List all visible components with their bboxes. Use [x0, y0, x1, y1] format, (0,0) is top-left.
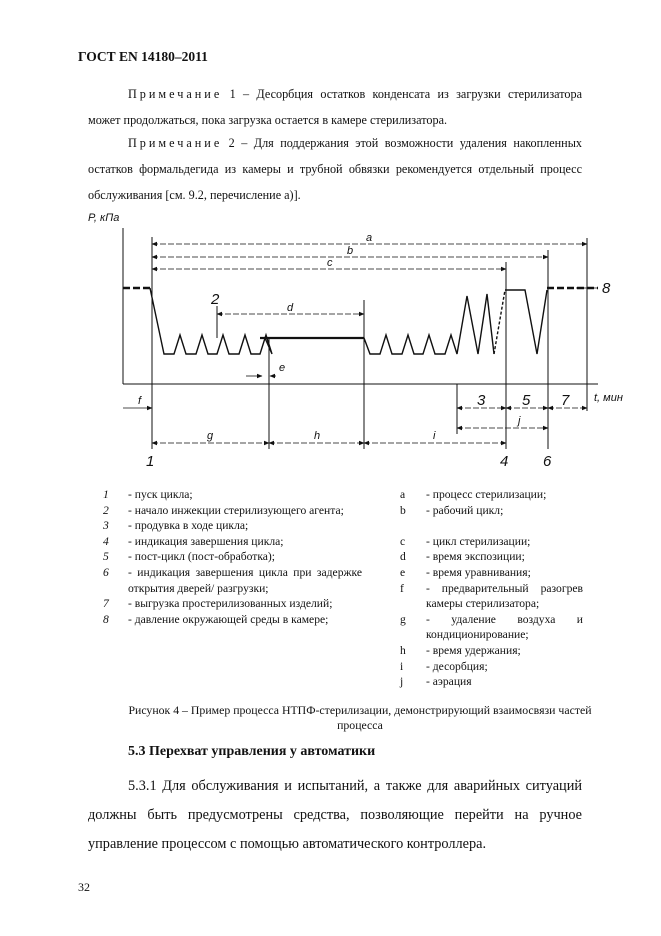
legend-key: 3 — [103, 519, 109, 533]
legend-text: - время удержания; — [426, 643, 521, 657]
note-2-text: 2 – Для поддержания этой возможности удаления накопленных остатков формальдегида из камеры и трубной обвязки рекомендуется отдельный процесс обслуживания [см. 9.2, перечисление а)]. — [88, 136, 582, 202]
legend-key: g — [400, 612, 406, 626]
label-8: 8 — [602, 280, 611, 297]
legend-text: - давление окружающей среды в камере; — [128, 612, 329, 626]
legend-key: 4 — [103, 534, 109, 548]
legend-text: - удаление воздуха и кондиционирование; — [426, 612, 583, 642]
legend-key: 1 — [103, 488, 109, 501]
pressure-curve — [150, 288, 494, 354]
legend-key: 2 — [103, 503, 109, 517]
legend-text: - индикация завершения цикла при задержке открытия дверей/ разгрузки; — [128, 565, 362, 595]
legend-text: - цикл стерилизации; — [426, 534, 531, 548]
legend-key: 8 — [103, 612, 109, 626]
legend-item — [100, 503, 362, 519]
legend-item — [398, 503, 583, 519]
process-diagram — [0, 205, 661, 480]
legend-item — [100, 518, 362, 534]
legend-key: j — [400, 675, 404, 689]
legend-text: - продувка в ходе цикла; — [128, 519, 249, 533]
legend-letters — [398, 487, 583, 690]
legend-key: 7 — [103, 597, 109, 611]
note-2-label: Примечание — [128, 136, 223, 150]
label-g: g — [207, 430, 214, 442]
legend-key: e — [400, 565, 406, 579]
legend-text: - предварительный разогрев камеры стерилизатора; — [426, 581, 583, 611]
label-6: 6 — [543, 453, 552, 470]
legend-key: h — [400, 643, 406, 657]
legend-item — [398, 643, 583, 659]
section-title: 5.3 Перехват управления у автоматики — [128, 744, 376, 759]
note-1-label: Примечание — [128, 87, 223, 101]
legend-text: - аэрация — [426, 675, 472, 689]
legend-text: - пост-цикл (пост-обработка); — [128, 550, 276, 564]
legend-item — [398, 549, 583, 565]
label-h: h — [314, 430, 321, 442]
x-axis-label: t, мин — [594, 392, 623, 404]
legend-text: - индикация завершения цикла; — [128, 534, 284, 548]
legend-key: a — [400, 488, 406, 501]
label-j: j — [518, 415, 521, 427]
legend-key: i — [400, 659, 404, 673]
legend-item — [398, 487, 583, 503]
legend-item — [398, 581, 583, 612]
legend-text: - процесс стерилизации; — [426, 488, 547, 501]
purge-dashed — [494, 290, 505, 354]
legend-item — [398, 565, 583, 581]
label-d: d — [287, 302, 294, 314]
legend-item — [100, 534, 362, 550]
note-1-text: 1 – Десорбция остатков конденсата из загрузки стерилизатора может продолжаться, пока загрузка остается в камере стерилизатора. — [88, 87, 582, 127]
legend-item — [398, 612, 583, 643]
label-a: a — [366, 232, 373, 244]
note-1 — [88, 81, 582, 133]
label-b: b — [347, 245, 354, 257]
legend-item — [398, 659, 583, 675]
legend-text: - рабочий цикл; — [426, 503, 504, 517]
legend-text: - десорбция; — [426, 659, 488, 673]
note-2 — [88, 130, 582, 208]
page-number: 32 — [78, 880, 90, 894]
label-e: e — [279, 362, 286, 374]
legend-item — [100, 612, 362, 628]
label-i: i — [433, 430, 436, 442]
legend-item — [100, 549, 362, 565]
legend-item — [100, 487, 362, 503]
label-7: 7 — [561, 392, 570, 409]
legend-key: c — [400, 534, 406, 548]
legend-text: - время уравнивания; — [426, 565, 531, 579]
paragraph-text: 5.3.1 Для обслуживания и испытаний, а также для аварийных ситуаций должны быть предусмотрены средства, позволяющие перейти на ручное управление процессом с помощью автоматического контроллера. — [88, 778, 582, 852]
legend-item — [100, 596, 362, 612]
label-4: 4 — [500, 453, 509, 470]
y-axis-label: P, кПа — [88, 212, 120, 224]
label-5: 5 — [522, 392, 531, 409]
label-f: f — [138, 395, 142, 407]
figure-caption: Рисунок 4 – Пример процесса НТПФ-стерилизации, демонстрирующий взаимосвязи частей процесса — [128, 703, 592, 732]
label-c: c — [327, 257, 333, 269]
legend-item — [398, 534, 583, 550]
legend-item — [398, 674, 583, 690]
legend-key: d — [400, 550, 406, 564]
legend-key: f — [400, 581, 404, 595]
label-1: 1 — [146, 453, 155, 470]
legend-numbers — [100, 487, 362, 627]
label-2: 2 — [211, 291, 220, 308]
post-cycle-curve — [505, 290, 547, 354]
legend-text: - выгрузка простерилизованных изделий; — [128, 597, 333, 611]
legend-key: 5 — [103, 550, 109, 564]
body-paragraph — [88, 772, 582, 859]
legend-key: b — [400, 503, 406, 517]
legend-item — [100, 565, 362, 596]
document-header: ГОСТ EN 14180–2011 — [78, 49, 208, 64]
legend-key: 6 — [103, 565, 109, 579]
legend-text: - пуск цикла; — [128, 488, 193, 501]
legend-text: - начало инжекции стерилизующего агента; — [128, 503, 344, 517]
label-3: 3 — [477, 392, 486, 409]
legend-text: - время экспозиции; — [426, 550, 525, 564]
